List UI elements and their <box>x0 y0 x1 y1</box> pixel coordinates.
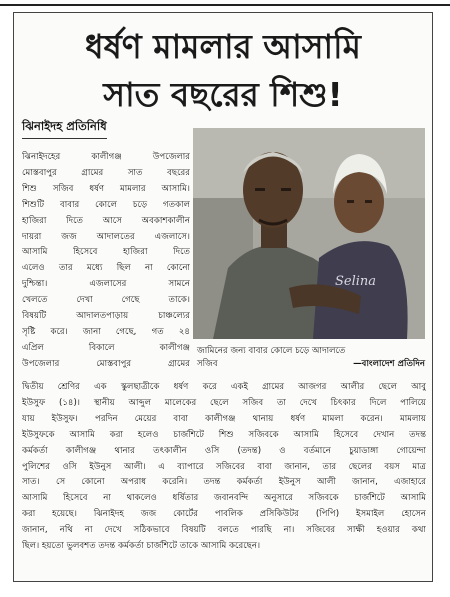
caption-subject: সজিব <box>197 359 218 369</box>
column-line: শিশু সজিব ধর্ষণ মামলার আসামি। <box>22 183 190 194</box>
body-line: যায় ইউসুফ। পরদিন মেয়ের বাবা কালীগঞ্জ থানায় ধর্ষণ মামলা করেন। মামলায় <box>22 413 426 424</box>
column-line: মোস্তবাপুর গ্রামের সাত বছরের <box>22 167 190 178</box>
column-line: দুশ্চিন্তা। এজলাসের সামনে <box>22 279 190 290</box>
top-rule <box>0 4 450 6</box>
caption-credit: —বাংলাদেশ প্রতিদিন <box>353 359 425 369</box>
photo-caption <box>197 345 425 371</box>
byline: ঝিনাইদহ প্রতিনিধি <box>22 118 107 139</box>
headline-line-1: ধর্ষণ মামলার আসামি <box>85 27 361 66</box>
body-line: করা হয়েছে। ঝিনাইদহ জজ কোর্টের পাবলিক প্রসিকিউটর (পিপি) ইসমাইল হোসেন <box>22 509 426 520</box>
article-full-width-text <box>22 380 426 555</box>
caption-line-1: জামিনের জন্য বাবার কোলে চড়ে আদালতে <box>197 346 346 356</box>
body-line: ইউসুফকে আসামি করা হলেও চার্জশিটে শিশু সজিবকে আসামি হিসেবে দেখান তদন্ত <box>22 429 426 440</box>
father-child-photo <box>193 128 425 339</box>
column-line: ঝিনাইদহের কালীগঞ্জ উপজেলার <box>22 152 190 162</box>
body-line: দ্বিতীয় শ্রেণির এক স্কুলছাত্রীকে ধর্ষণ করে একই গ্রামের আজগর আলীর ছেলে আবু <box>22 382 426 392</box>
headline-line-2: সাত বছরের শিশু! <box>103 75 343 114</box>
body-line: সাত। সে কোনো অপরাধ করেনি। তদন্ত কর্মকর্তা ইউনুস আলী জানান, এজাহারে <box>22 477 426 488</box>
column-line: আসামি হিসেবে হাজিরা দিতে <box>22 247 190 258</box>
column-line: সৃষ্টি করে। জানা গেছে, গত ২৪ <box>22 326 190 337</box>
caption-line-2 <box>197 358 425 371</box>
body-line: আসামি হিসেবে না থাকলেও ধর্ষিতার জবানবন্দি অনুসারে সজিবকে চার্জশিটে আসামি <box>22 493 426 504</box>
column-line: এলেও তার মধ্যে ছিল না কোনো <box>22 263 190 274</box>
body-line: ছিল। হয়তো ভুলবশত তদন্ত কর্মকর্তা চার্জশিটে তাকে আসামি করেছেন। <box>22 541 261 552</box>
column-line: খেলতে দেখা গেছে তাকে। <box>22 295 190 306</box>
photo-illustration <box>193 128 425 339</box>
column-line: এপ্রিল বিকালে কালীগঞ্জ <box>22 342 190 353</box>
svg-text:Selina: Selina <box>335 274 377 289</box>
body-line: কর্মকর্তা কালীগঞ্জ থানার তৎকালীন ওসি (তদন্ত) ও বর্তমানে চুয়াডাঙ্গা গোয়েন্দা <box>22 445 426 456</box>
column-line: দায়রা জজ আদালতের এজলাসে। <box>22 231 190 242</box>
column-line: হাজিরা দিতে আসে অবকাশকালীন <box>22 215 190 226</box>
article-column-text <box>22 150 190 373</box>
column-line: বিষয়টি আদালতপাড়ায় চাঞ্চল্যের <box>22 311 190 322</box>
body-line: ইউসুফ (১৪)। স্থানীয় আব্দুল মালেকের ছেলে সজিব তা দেখে চিৎকার দিলে পালিয়ে <box>22 397 426 408</box>
column-line: উপজেলার মোস্তবাপুর গ্রামের <box>22 358 190 369</box>
body-line: জানান, নথি না দেখে সঠিকভাবে বিষয়টি বলতে পারছি না। সজিবের সাক্ষী হওয়ার কথা <box>22 525 426 536</box>
body-line: পুলিশের ওসি ইউনুস আলী। এ ব্যাপারে সজিবের বাবা জানান, তার ছেলের বয়স মাত্র <box>22 461 426 472</box>
column-line: শিশুটি বাবার কোলে চড়ে গতকাল <box>22 199 190 210</box>
